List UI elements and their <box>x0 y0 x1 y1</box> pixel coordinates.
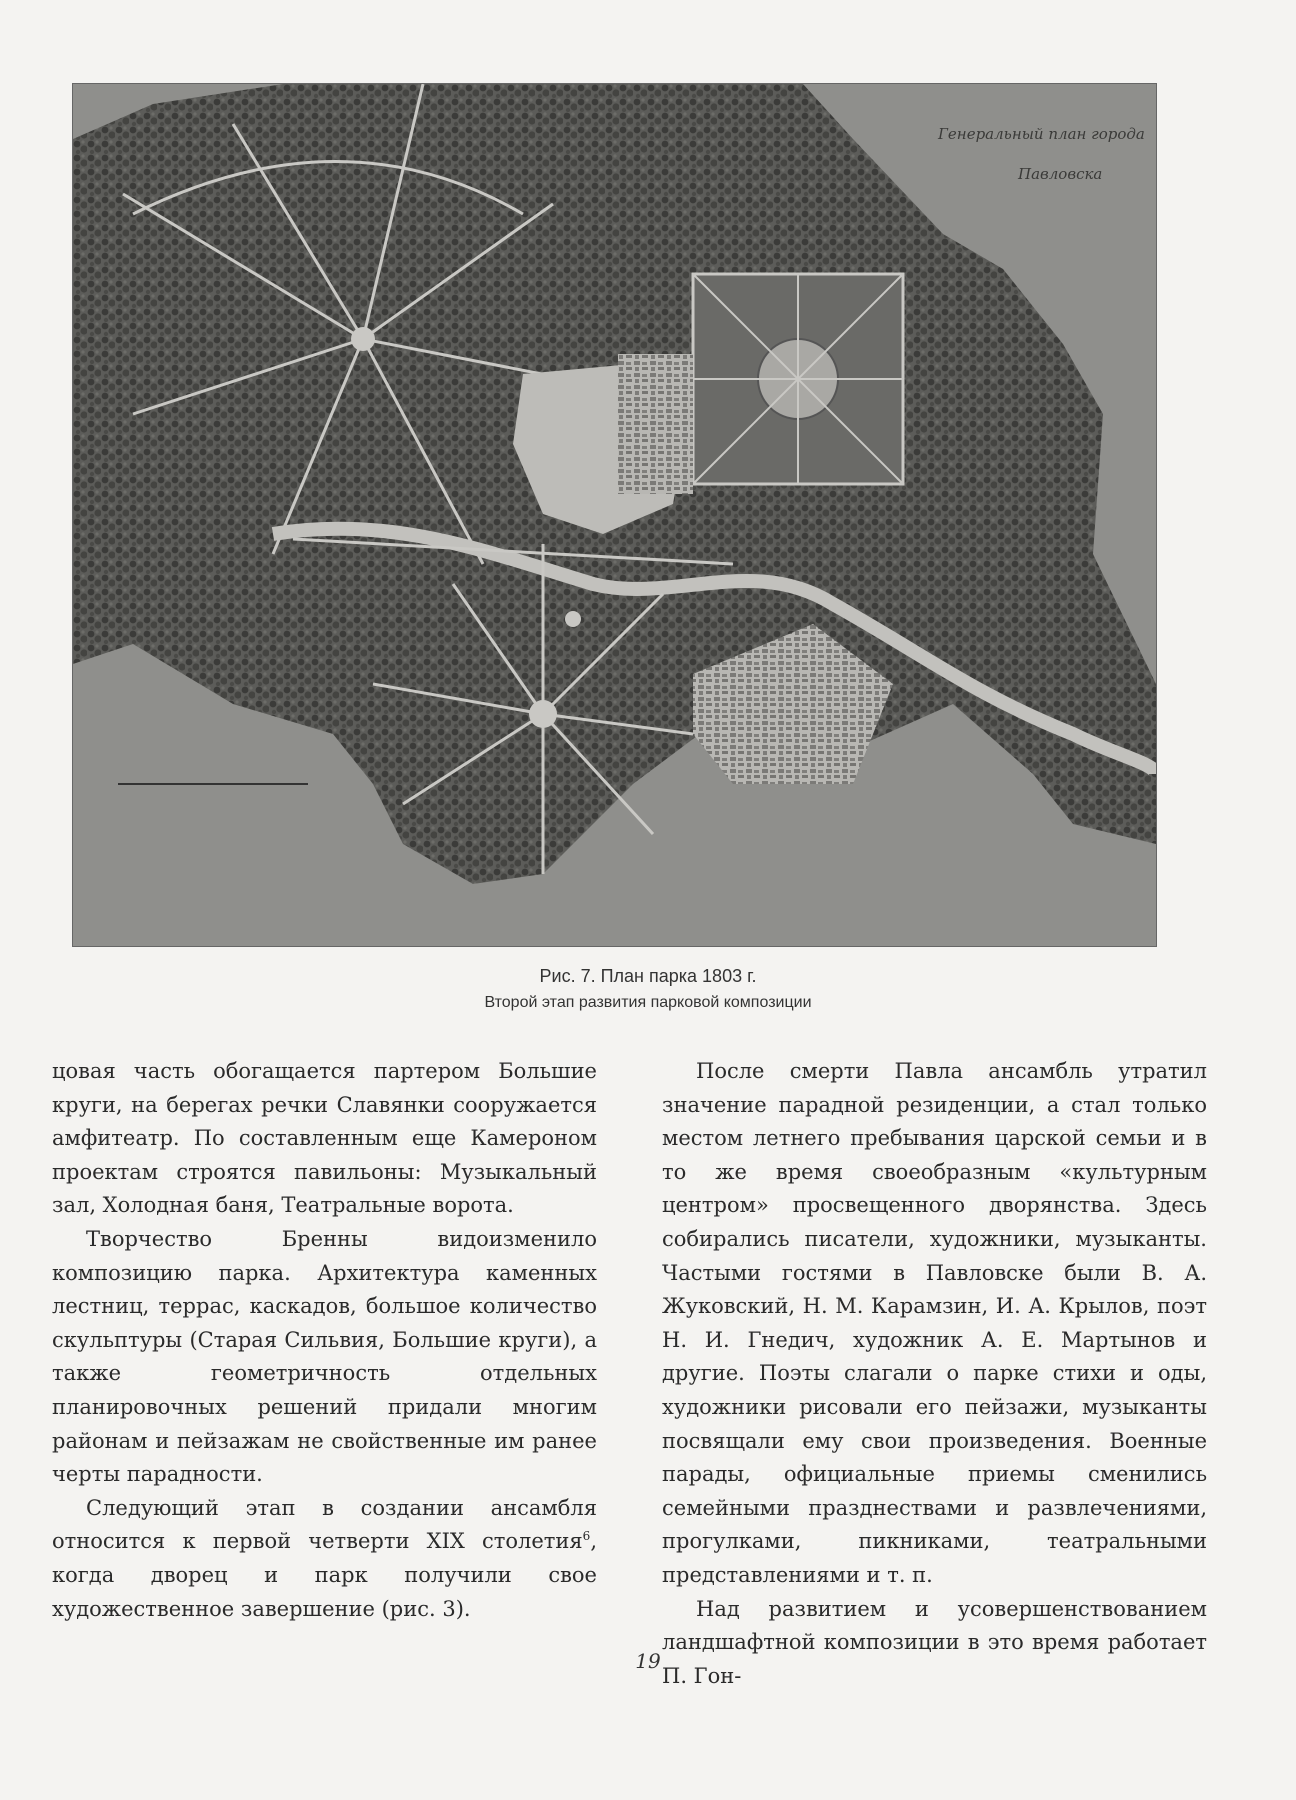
right-text-column <box>662 1055 1207 1693</box>
figure-caption-title: Рис. 7. План парка 1803 г. <box>539 966 757 986</box>
left-star-center <box>351 327 375 351</box>
lower-star-center <box>529 700 557 728</box>
left-paragraph-2: Творчество Бренны видоизменило композицию парка. Архитектура каменных лестниц, террас, каскадов, большое количество скульптуры (Старая Сильвия, Большие круги), а также геометричность отдельных планировочных решений придали многим районам и пейзажам не свойственные им ранее черты парадности. <box>52 1226 597 1487</box>
left-text-column <box>52 1055 597 1626</box>
right-paragraph-1: После смерти Павла ансамбль утратил значение парадной резиденции, а стал только местом летнего пребывания царской семьи и в то же время своеобразным «культурным центром» просвещенного дворянства. Здесь собирались писатели, художники, музыканты. Частыми гостями в Павловске были В. А. Жуковский, Н. М. Карамзин, И. А. Крылов, поэт Н. И. Гнедич, художник А. Е. Мартынов и другие. Поэты слагали о парке стихи и оды, художники рисовали его пейзажи, музыканты посвящали ему свои произведения. Военные парады, официальные приемы сменились семейными празднествами и развлечениями, прогулками, пикниками, театральными представлениями и т. п. <box>662 1059 1207 1587</box>
left-paragraph-1: цовая часть обогащается партером Большие круги, на берегах речки Славянки сооружается амфитеатр. По составленным еще Камероном проектам строятся павильоны: Музыкальный зал, Холодная баня, Театральные ворота. <box>52 1059 597 1218</box>
right-paragraph-2: Над развитием и усовершенствованием ландшафтной композиции в это время работает П. Гон- <box>662 1596 1207 1688</box>
left-paragraph-3-part2: , когда дворец и парк получили свое художественное завершение (рис. 3). <box>52 1529 597 1621</box>
page-number: 19 <box>635 1649 661 1673</box>
map-title-line1: Генеральный план города <box>938 125 1145 143</box>
lower-star-subcenter <box>565 611 581 627</box>
park-plan-map <box>73 84 1156 946</box>
figure-caption-subtitle: Второй этап развития парковой композиции <box>484 994 812 1011</box>
footnote-ref-6[interactable]: 6 <box>582 1529 591 1544</box>
left-paragraph-3 <box>52 1492 597 1626</box>
left-paragraph-3-part1: Следующий этап в создании ансамбля относится к первой четверти XIX столетия <box>52 1495 597 1554</box>
park-plan-figure <box>72 83 1157 947</box>
map-title-line2: Павловска <box>1018 165 1103 183</box>
town-block-north <box>618 354 693 494</box>
palace-garden-alleys <box>693 274 903 484</box>
